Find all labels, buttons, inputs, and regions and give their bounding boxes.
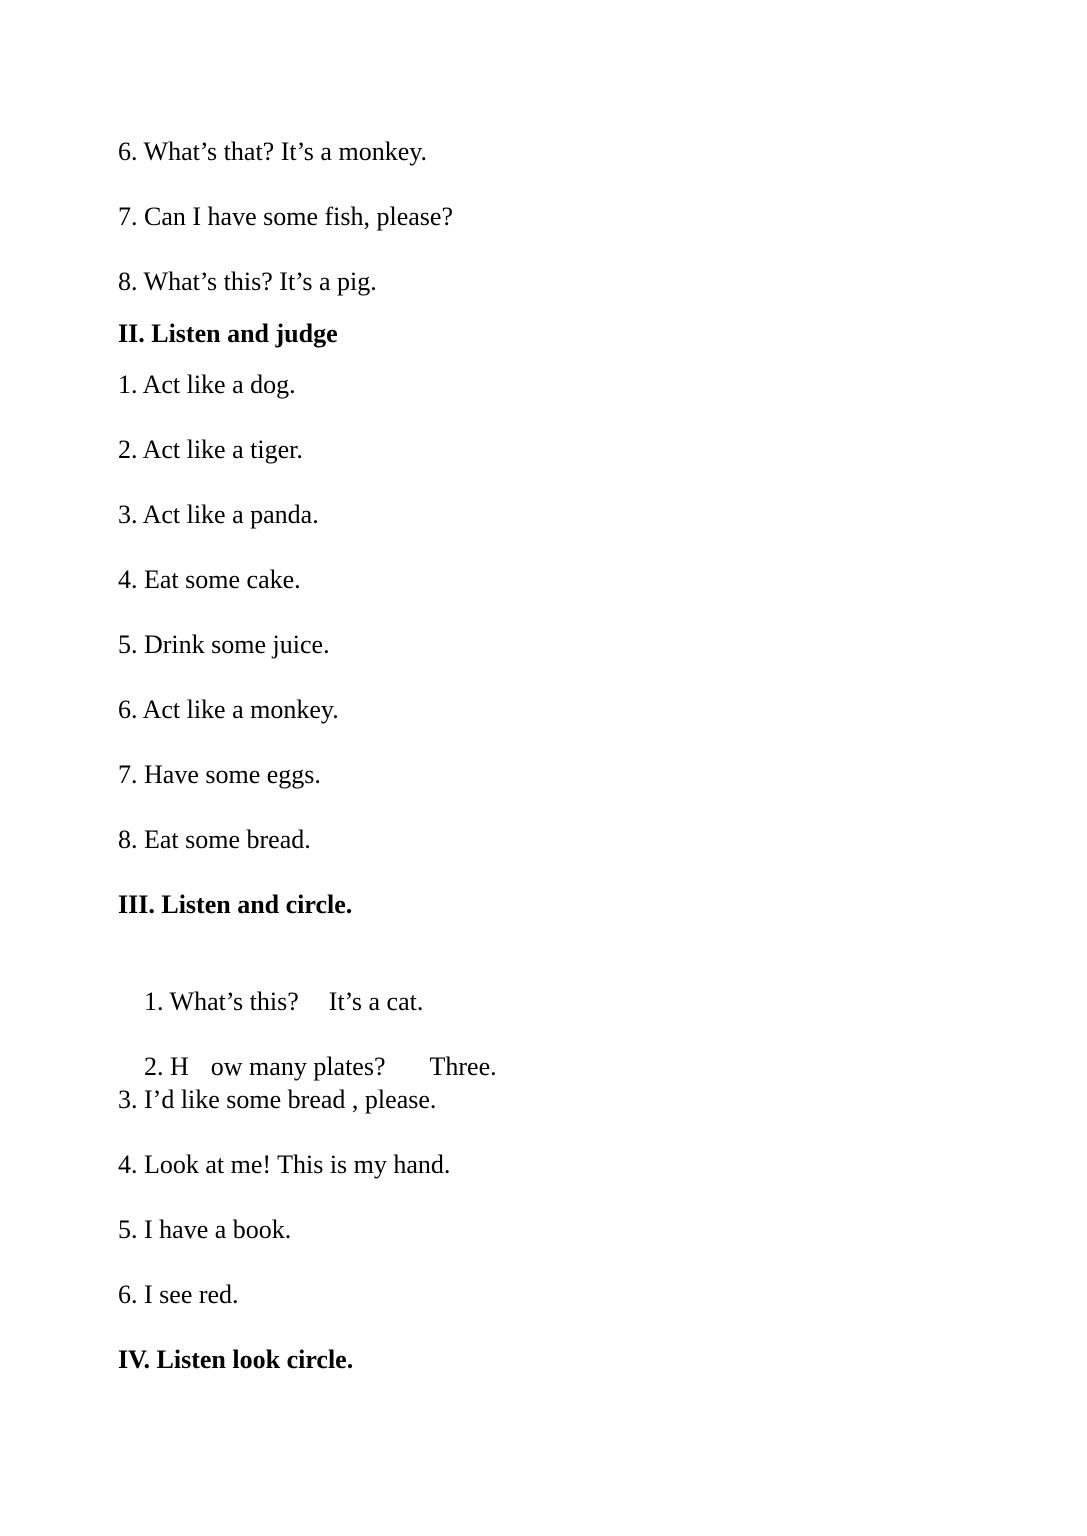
- sentence-item: 6. What’s that? It’s a monkey.: [118, 137, 428, 166]
- sentence-item: 6. Act like a monkey.: [118, 695, 339, 724]
- sentence-item: 3. Act like a panda.: [118, 500, 319, 529]
- section-heading-listen-and-circle: III. Listen and circle.: [118, 890, 353, 919]
- sentence-item: 2. Act like a tiger.: [118, 435, 303, 464]
- sentence-item: 5. I have a book.: [118, 1215, 292, 1244]
- answer-text: It’s a cat.: [328, 987, 424, 1016]
- question-text-part: 2. H: [144, 1052, 189, 1081]
- sentence-item: 7. Can I have some fish, please?: [118, 202, 454, 231]
- sentence-item: 4. Look at me! This is my hand.: [118, 1150, 451, 1179]
- sentence-item: 8. Eat some bread.: [118, 825, 311, 854]
- sentence-item: 7. Have some eggs.: [118, 760, 321, 789]
- sentence-item: 1. Act like a dog.: [118, 370, 296, 399]
- sentence-item: 5. Drink some juice.: [118, 630, 330, 659]
- question-text: 1. What’s this?: [144, 987, 299, 1016]
- sentence-item: 4. Eat some cake.: [118, 565, 301, 594]
- section-heading-listen-look-circle: IV. Listen look circle.: [118, 1345, 354, 1374]
- question-text-part: ow many plates?: [210, 1052, 386, 1081]
- sentence-item: 6. I see red.: [118, 1280, 239, 1309]
- sentence-item: 3. I’d like some bread , please.: [118, 1085, 437, 1114]
- answer-text: Three.: [429, 1052, 497, 1081]
- section-heading-listen-and-judge: II. Listen and judge: [118, 319, 338, 348]
- sentence-item: 8. What’s this? It’s a pig.: [118, 267, 377, 296]
